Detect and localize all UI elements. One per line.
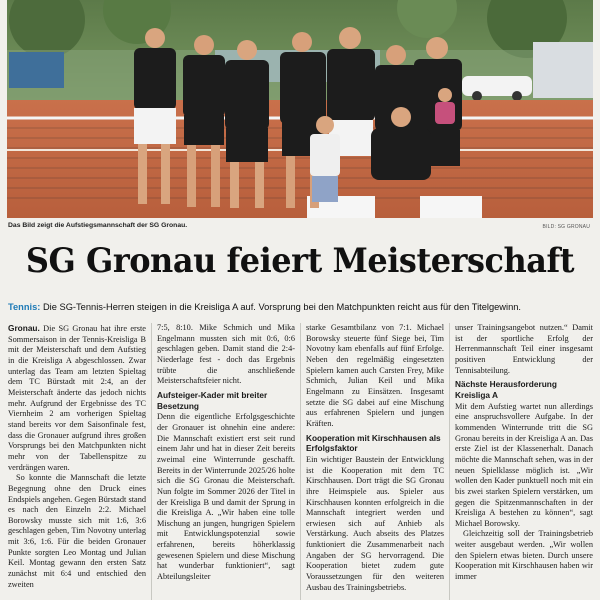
article-column-2 — [157, 323, 295, 600]
subheading: Kooperation mit Kirschhausen als Erfolgsfaktor — [306, 432, 441, 454]
article-body — [8, 323, 596, 600]
photo-credit: BILD: SG GRONAU — [542, 224, 590, 230]
paragraph: Denn die eigentliche Erfolgsgeschichte der Gronauer ist ohnehin eine andere: Die Mannschaft existiert erst seit rund einem Jahr und hat in dieser Zeit bereits zweimal eine Winterrunde geschafft. Bereits in der Winterrunde 2025/26 holte sich die SG Gronau die Meisterschaft. Nun folgte im Sommer 2026 der Titel in der Kreisliga B und damit der Sprung in die Kreisliga A. „Wir haben eine tolle Mischung an jungen, hungrigen Spielern mit Entwicklungspotenzial sowie erfahrenen, bereits höherklassig gewesenen Spielern und diese Mischung hat wunderbar funktioniert“, sagt Abteilungsleiter — [157, 412, 295, 582]
kicker: Tennis: — [8, 302, 41, 312]
dateline: Gronau. — [8, 323, 40, 333]
subheadline — [8, 300, 596, 314]
subheading: Nächste Herausforderung Kreisliga A — [455, 379, 557, 400]
team-photo — [7, 0, 593, 218]
paragraph: starke Gesamtbilanz von 7:1. Michael Borowsky steuerte fünf Siege bei, Tim Novotny kam ebenfalls auf fünf Erfolge. Neben den regelmäßig eingesetzten Spielern kamen auch Carsten Frey, Mike Schmich, Julian Keil und Mika Engelmann zu Einsätzen. Insgesamt setzte die SG dabei auf eine Mischung aus erfahrenen Spielern und jungen Kräften. — [306, 323, 444, 428]
article-column-3 — [306, 323, 444, 600]
headline: SG Gronau feiert Meisterschaft — [25, 241, 575, 281]
photo-caption: Das Bild zeigt die Aufstiegsmannschaft der SG Gronau. — [8, 222, 188, 229]
paragraph: Gleichzeitig soll der Trainingsbetrieb weiter ausgebaut werden. „Wir wollen den Spielern etwas bieten. Durch unsere Kooperation mit Kirschhausen haben wir immer — [455, 529, 593, 582]
subheadline-text: Die SG-Tennis-Herren steigen in die Kreisliga A auf. Vorsprung bei den Matchpunkten reicht aus für den Titelgewinn. — [42, 302, 521, 312]
paragraph: Mit dem Aufstieg wartet nun allerdings eine anspruchsvollere Aufgabe. In der kommenden Winterrunde tritt die SG Gronau bereits in der Kreisliga A an. Das erste Ziel ist der Klassenerhalt. Danach möchte die Mannschaft sehen, was in der neuen Spielklasse möglich ist. „Wir wollen den Kader punktuell noch mit ein bis zwei starken Spielern verstärken, um gegen die Spitzenmannschaften in der Kreisliga A bestehen zu können“, sagt Michael Borowsky. — [455, 401, 593, 528]
paragraph: Ein wichtiger Baustein der Entwicklung ist die Kooperation mit dem TC Kirschhausen. Dort trägt die SG Gronau ihre Heimspiele aus. Spieler aus Kirschhausen konnten erfolgreich in die Mannschaft integriert werden und erwiesen sich auf Anhieb als Verstärkung. Auch abseits des Platzes funktioniert die Zusammenarbeit nach Angaben der SG hervorragend. Die Kooperation bietet zudem gute Voraussetzungen für den weiteren Ausbau des Trainingsbetriebs. — [306, 454, 444, 592]
article-column-4 — [455, 323, 593, 600]
column-divider — [300, 323, 301, 600]
article-column-1 — [8, 323, 146, 600]
paragraph: Gronau. Die SG Gronau hat ihre erste Sommersaison in der Tennis-Kreisliga B mit der Meisterschaft und dem Aufstieg in die Kreisliga A abgeschlossen. Zwar unterlag das Team am letzten Spieltag dem TC Bürstadt mit 2:4, an der Meisterschaft änderte das jedoch nichts mehr. Aufgrund der Ergebnisse des TC Viernheim 2 am vorherigen Spieltag stand bereits vor dem Saisonfinale fest, dass die Gronauer aufgrund ihres großen Vorsprungs bei den Matchpunkten nicht mehr von der Tabellenspitze zu verdrängen waren. — [8, 323, 146, 472]
paragraph: So konnte die Mannschaft die letzte Begegnung ohne den Druck eines Endspiels angehen. Gegen Bürstadt stand es nach den Einzeln 2:2. Michael Borowsky musste sich mit 1:6, 3:6 geschlagen geben, Tim Novotny unterlag mit 3:6, 1:6. Für die beiden Gronauer Punkte sorgten Leo Montag und Julian Keil. Montag gewann den ersten Satz zunächst mit 6:4 und entschied den zweiten — [8, 473, 146, 589]
paragraph: unser Trainingsangebot nutzen.“ Damit ist der sportliche Erfolg der Herrenmannschaft Teil einer insgesamt positiven Entwicklung der Tennisabteilung. — [455, 323, 593, 375]
column-divider — [151, 323, 152, 600]
subheading: Aufsteiger-Kader mit breiter Besetzung — [157, 389, 268, 411]
paragraph: 7:5, 8:10. Mike Schmich und Mika Engelmann mussten sich mit 0:6, 0:6 geschlagen geben. Damit stand die 2:4-Niederlage fest - doch das Ergebnis trübte die anschließende Meisterschaftsfeier nicht. — [157, 323, 295, 386]
column-divider — [449, 323, 450, 600]
